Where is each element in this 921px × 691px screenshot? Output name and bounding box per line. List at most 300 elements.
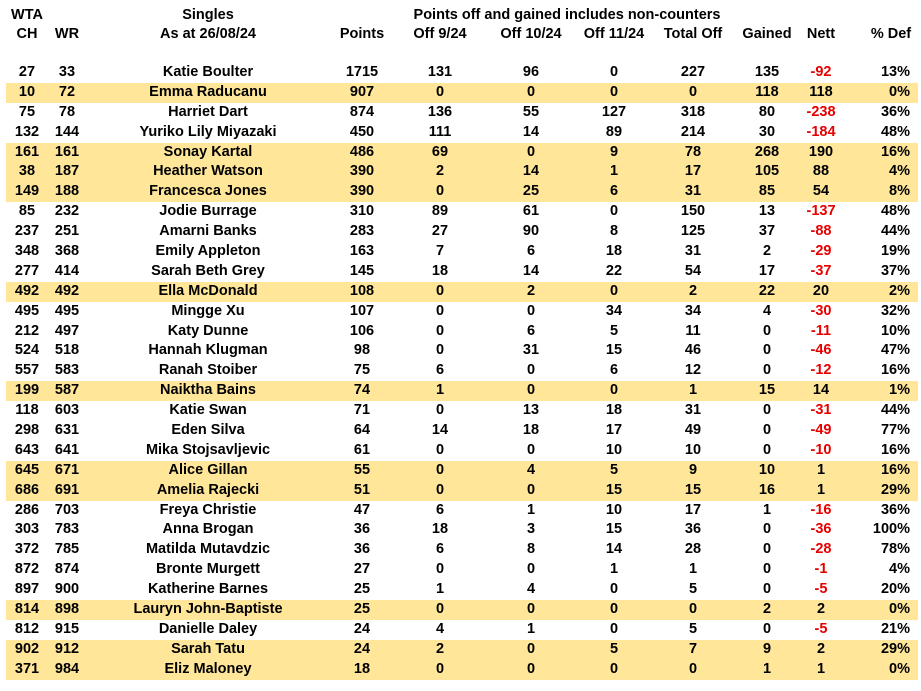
cell-off-9-24: 1: [435, 581, 445, 598]
cell-total-off: 12: [684, 362, 702, 379]
cell-ch: 872: [14, 561, 40, 578]
cell-off-10-24: 0: [526, 362, 536, 379]
cell-nett: -10: [810, 441, 832, 458]
cell-ch: 902: [14, 640, 40, 657]
cell-off-11-24: 6: [609, 183, 619, 200]
cell-pct-def: 16%: [880, 461, 910, 478]
cell-off-11-24: 8: [609, 223, 619, 240]
table-row: [6, 302, 918, 322]
cell-player: Katie Swan: [169, 402, 247, 419]
cell-off-9-24: 131: [427, 64, 453, 80]
cell-total-off: 31: [684, 243, 702, 260]
cell-wr: 72: [58, 83, 76, 100]
cell-wr: 161: [54, 143, 80, 160]
header-off-11-24: Off 11/24: [583, 26, 645, 42]
cell-off-11-24: 22: [605, 262, 623, 279]
cell-off-10-24: 4: [526, 581, 536, 598]
cell-points: 25: [353, 581, 371, 598]
cell-off-10-24: 0: [526, 302, 536, 319]
cell-player: Sarah Tatu: [171, 640, 245, 657]
table-row: [6, 620, 918, 640]
table-row: [6, 421, 918, 441]
header-wr: WR: [54, 26, 80, 42]
table-row: [6, 441, 918, 461]
cell-ch: 812: [14, 620, 40, 637]
cell-off-11-24: 0: [609, 64, 619, 80]
cell-off-9-24: 14: [431, 422, 449, 439]
table-row: [6, 520, 918, 540]
table-row: [6, 282, 918, 302]
cell-off-9-24: 27: [431, 223, 449, 240]
cell-off-10-24: 13: [522, 402, 540, 419]
cell-pct-def: 10%: [880, 322, 910, 339]
cell-points: 36: [353, 521, 371, 538]
cell-off-9-24: 2: [435, 163, 445, 180]
cell-points: 874: [349, 103, 375, 120]
cell-nett: -37: [810, 262, 832, 279]
cell-player: Eden Silva: [171, 422, 245, 439]
cell-ch: 686: [14, 481, 40, 498]
cell-off-11-24: 10: [605, 501, 623, 518]
cell-off-10-24: 31: [522, 342, 540, 359]
cell-wr: 631: [54, 422, 80, 439]
cell-ch: 85: [18, 203, 36, 220]
cell-pct-def: 0%: [889, 601, 910, 618]
cell-total-off: 11: [685, 322, 701, 339]
cell-off-10-24: 0: [526, 640, 536, 657]
cell-nett: -28: [810, 541, 832, 558]
cell-gained: 0: [762, 441, 772, 458]
cell-points: 486: [349, 143, 375, 160]
cell-ch: 199: [14, 382, 40, 399]
cell-points: 108: [349, 282, 375, 299]
cell-total-off: 36: [684, 521, 702, 538]
cell-off-9-24: 0: [435, 441, 445, 458]
cell-total-off: 28: [684, 541, 702, 558]
cell-player: Mika Stojsavljevic: [145, 441, 271, 458]
cell-nett: 88: [812, 163, 830, 180]
table-row: [6, 182, 918, 202]
cell-nett: -36: [810, 521, 832, 538]
cell-total-off: 5: [688, 581, 698, 598]
cell-nett: 54: [812, 183, 830, 200]
cell-off-10-24: 0: [526, 143, 536, 160]
cell-player: Yuriko Lily Miyazaki: [139, 123, 277, 140]
cell-ch: 495: [14, 302, 40, 319]
cell-player: Katherine Barnes: [147, 581, 269, 598]
cell-off-11-24: 17: [605, 422, 623, 439]
cell-total-off: 17: [684, 501, 702, 518]
cell-ch: 303: [14, 521, 40, 538]
cell-wr: 587: [54, 382, 80, 399]
cell-off-10-24: 0: [526, 561, 536, 578]
cell-points: 36: [353, 541, 371, 558]
cell-off-9-24: 0: [435, 660, 445, 677]
cell-nett: -16: [810, 501, 832, 518]
cell-off-10-24: 14: [522, 123, 540, 140]
cell-off-9-24: 136: [427, 103, 453, 120]
cell-gained: 16: [758, 481, 776, 498]
cell-wr: 518: [54, 342, 80, 359]
cell-points: 47: [353, 501, 371, 518]
cell-wr: 232: [54, 203, 80, 220]
cell-gained: 85: [758, 183, 776, 200]
cell-wr: 78: [58, 103, 76, 120]
cell-off-11-24: 1: [609, 163, 619, 180]
cell-points: 51: [353, 481, 371, 498]
cell-points: 61: [353, 441, 371, 458]
table-row: [6, 242, 918, 262]
cell-total-off: 46: [684, 342, 702, 359]
header-off-10-24: Off 10/24: [500, 26, 562, 42]
cell-points: 450: [349, 123, 375, 140]
table-row: [6, 560, 918, 580]
cell-wr: 187: [54, 163, 80, 180]
cell-ch: 277: [14, 262, 40, 279]
cell-player: Katy Dunne: [167, 322, 249, 339]
cell-off-10-24: 0: [526, 660, 536, 677]
cell-total-off: 10: [684, 441, 702, 458]
cell-off-10-24: 3: [526, 521, 536, 538]
cell-points: 75: [353, 362, 371, 379]
cell-pct-def: 36%: [880, 103, 910, 120]
cell-nett: 1: [816, 461, 826, 478]
table-row: [6, 262, 918, 282]
cell-player: Ranah Stoiber: [158, 362, 258, 379]
cell-player: Sarah Beth Grey: [151, 262, 265, 279]
cell-wr: 785: [54, 541, 80, 558]
cell-wr: 497: [54, 322, 80, 339]
cell-nett: -88: [810, 223, 832, 240]
cell-points: 27: [353, 561, 371, 578]
cell-wr: 33: [58, 64, 76, 80]
cell-off-9-24: 89: [431, 203, 449, 220]
cell-off-9-24: 0: [435, 561, 445, 578]
cell-ch: 298: [14, 422, 40, 439]
cell-off-10-24: 90: [522, 223, 540, 240]
cell-gained: 118: [755, 83, 779, 100]
cell-off-9-24: 0: [435, 302, 445, 319]
cell-total-off: 0: [688, 601, 698, 618]
cell-gained: 0: [762, 581, 772, 598]
cell-total-off: 0: [688, 83, 698, 100]
table-row: [6, 580, 918, 600]
cell-off-9-24: 6: [435, 501, 445, 518]
cell-ch: 524: [14, 342, 40, 359]
cell-player: Sonay Kartal: [163, 143, 253, 160]
cell-gained: 4: [762, 302, 772, 319]
cell-ch: 814: [14, 601, 40, 618]
header-gained: Gained: [742, 26, 792, 42]
cell-ch: 10: [18, 83, 36, 100]
cell-points: 163: [349, 243, 375, 260]
cell-pct-def: 29%: [880, 640, 910, 657]
table-row: [6, 143, 918, 163]
cell-total-off: 7: [688, 640, 698, 657]
cell-off-11-24: 6: [609, 362, 619, 379]
cell-pct-def: 37%: [880, 262, 910, 279]
cell-off-11-24: 14: [605, 541, 623, 558]
header-total-off: Total Off: [663, 26, 723, 42]
cell-wr: 691: [54, 481, 80, 498]
cell-off-9-24: 2: [435, 640, 445, 657]
cell-total-off: 0: [688, 660, 698, 677]
cell-total-off: 227: [680, 64, 706, 80]
cell-points: 310: [349, 203, 375, 220]
table-row: [6, 481, 918, 501]
cell-wr: 414: [54, 262, 80, 279]
cell-off-10-24: 61: [522, 203, 540, 220]
cell-total-off: 34: [684, 302, 702, 319]
cell-points: 24: [353, 620, 371, 637]
cell-off-10-24: 8: [526, 541, 536, 558]
table-row: [6, 640, 918, 660]
cell-player: Danielle Daley: [158, 620, 258, 637]
cell-pct-def: 78%: [880, 541, 910, 558]
cell-wr: 898: [54, 601, 80, 618]
table-row: [6, 202, 918, 222]
cell-total-off: 150: [680, 203, 706, 220]
cell-pct-def: 21%: [880, 620, 910, 637]
cell-points: 1715: [345, 64, 379, 80]
cell-points: 55: [353, 461, 371, 478]
header-singles: Singles: [182, 7, 234, 23]
cell-total-off: 1: [688, 561, 698, 578]
cell-points: 98: [353, 342, 371, 359]
cell-points: 25: [353, 601, 371, 618]
cell-gained: 0: [762, 402, 772, 419]
rankings-table: [6, 63, 918, 680]
table-row: [6, 600, 918, 620]
cell-ch: 557: [14, 362, 40, 379]
cell-ch: 643: [14, 441, 40, 458]
cell-wr: 641: [54, 441, 80, 458]
cell-total-off: 15: [684, 481, 702, 498]
cell-total-off: 9: [688, 461, 698, 478]
cell-off-9-24: 0: [435, 83, 445, 100]
cell-pct-def: 4%: [889, 561, 910, 578]
cell-off-9-24: 111: [428, 123, 452, 140]
cell-off-11-24: 18: [605, 402, 623, 419]
cell-ch: 372: [14, 541, 40, 558]
cell-total-off: 214: [680, 123, 706, 140]
cell-wr: 144: [54, 123, 80, 140]
cell-total-off: 78: [684, 143, 702, 160]
cell-pct-def: 16%: [880, 143, 910, 160]
cell-total-off: 49: [684, 422, 702, 439]
table-row: [6, 381, 918, 401]
cell-off-11-24: 15: [605, 481, 623, 498]
cell-total-off: 125: [680, 223, 706, 240]
cell-off-10-24: 55: [522, 103, 540, 120]
cell-player: Katie Boulter: [162, 64, 254, 80]
cell-ch: 371: [14, 660, 40, 677]
cell-nett: -92: [810, 64, 832, 80]
cell-total-off: 31: [684, 183, 702, 200]
header-off-9-24: Off 9/24: [413, 26, 467, 42]
header-note: Points off and gained includes non-counters: [413, 7, 721, 23]
cell-wr: 671: [54, 461, 80, 478]
cell-points: 390: [349, 163, 375, 180]
cell-off-11-24: 0: [609, 660, 619, 677]
cell-total-off: 318: [680, 103, 706, 120]
cell-player: Lauryn John-Baptiste: [133, 601, 283, 618]
cell-player: Jodie Burrage: [159, 203, 257, 220]
cell-wr: 603: [54, 402, 80, 419]
header-as-at: As at 26/08/24: [160, 26, 256, 42]
cell-player: Hannah Klugman: [148, 342, 268, 359]
cell-off-9-24: 0: [435, 481, 445, 498]
cell-wr: 368: [54, 243, 80, 260]
cell-pct-def: 13%: [880, 64, 910, 80]
cell-off-11-24: 0: [609, 382, 619, 399]
cell-nett: 20: [812, 282, 830, 299]
cell-off-10-24: 25: [522, 183, 540, 200]
cell-off-9-24: 0: [435, 402, 445, 419]
cell-ch: 132: [14, 123, 40, 140]
cell-nett: 190: [808, 143, 834, 160]
cell-nett: -137: [806, 203, 836, 220]
cell-off-10-24: 0: [526, 601, 536, 618]
cell-gained: 0: [762, 521, 772, 538]
cell-off-10-24: 18: [522, 422, 540, 439]
cell-player: Francesca Jones: [149, 183, 267, 200]
header-ch: CH: [16, 26, 38, 42]
cell-ch: 75: [18, 103, 36, 120]
cell-pct-def: 0%: [889, 83, 910, 100]
cell-wr: 912: [54, 640, 80, 657]
cell-nett: -238: [806, 103, 836, 120]
cell-nett: 2: [816, 601, 826, 618]
cell-pct-def: 20%: [880, 581, 910, 598]
cell-nett: -5: [814, 620, 828, 637]
cell-wr: 900: [54, 581, 80, 598]
table-row: [6, 501, 918, 521]
cell-gained: 1: [762, 501, 772, 518]
cell-ch: 286: [14, 501, 40, 518]
cell-points: 24: [353, 640, 371, 657]
cell-total-off: 54: [684, 262, 702, 279]
cell-off-11-24: 15: [605, 342, 623, 359]
table-row: [6, 341, 918, 361]
cell-nett: -184: [806, 123, 836, 140]
cell-off-10-24: 0: [526, 382, 536, 399]
cell-pct-def: 48%: [880, 123, 910, 140]
cell-off-11-24: 127: [601, 103, 627, 120]
cell-pct-def: 8%: [889, 183, 910, 200]
cell-wr: 251: [54, 223, 80, 240]
cell-ch: 27: [18, 64, 36, 80]
header-wta: WTA: [11, 7, 43, 23]
cell-off-9-24: 0: [435, 282, 445, 299]
cell-off-9-24: 0: [435, 183, 445, 200]
table-row: [6, 361, 918, 381]
cell-player: Heather Watson: [153, 163, 263, 180]
cell-off-9-24: 0: [435, 461, 445, 478]
cell-off-9-24: 1: [435, 382, 445, 399]
cell-off-11-24: 0: [609, 581, 619, 598]
cell-off-9-24: 18: [431, 521, 449, 538]
cell-gained: 10: [758, 461, 776, 478]
cell-nett: 1: [816, 481, 826, 498]
cell-nett: 2: [816, 640, 826, 657]
cell-pct-def: 32%: [880, 302, 910, 319]
cell-ch: 897: [14, 581, 40, 598]
cell-wr: 915: [54, 620, 80, 637]
header-points: Points: [339, 26, 385, 42]
table-row: [6, 63, 918, 83]
cell-off-11-24: 1: [609, 561, 619, 578]
cell-gained: 17: [758, 262, 776, 279]
cell-pct-def: 47%: [880, 342, 910, 359]
cell-gained: 22: [758, 282, 776, 299]
cell-ch: 645: [14, 461, 40, 478]
cell-wr: 188: [54, 183, 80, 200]
header-nett: Nett: [806, 26, 836, 42]
cell-off-11-24: 18: [605, 243, 623, 260]
cell-gained: 2: [762, 601, 772, 618]
cell-pct-def: 29%: [880, 481, 910, 498]
cell-points: 71: [353, 402, 371, 419]
table-row: [6, 660, 918, 680]
cell-nett: -30: [810, 302, 832, 319]
cell-gained: 80: [758, 103, 776, 120]
cell-player: Emma Raducanu: [149, 83, 267, 100]
cell-gained: 0: [762, 422, 772, 439]
cell-player: Matilda Mutavdzic: [145, 541, 271, 558]
cell-gained: 30: [758, 123, 776, 140]
cell-pct-def: 4%: [889, 163, 910, 180]
cell-points: 74: [353, 382, 371, 399]
cell-off-10-24: 0: [526, 441, 536, 458]
cell-points: 106: [349, 322, 375, 339]
cell-nett: -11: [810, 322, 832, 339]
cell-off-10-24: 14: [522, 262, 540, 279]
cell-off-10-24: 6: [526, 322, 536, 339]
cell-gained: 2: [762, 243, 772, 260]
cell-gained: 268: [754, 143, 780, 160]
cell-nett: 1: [816, 660, 826, 677]
cell-pct-def: 2%: [889, 282, 910, 299]
cell-gained: 0: [762, 322, 772, 339]
cell-ch: 161: [14, 143, 40, 160]
cell-nett: -1: [814, 561, 828, 578]
cell-gained: 0: [762, 620, 772, 637]
cell-off-11-24: 10: [605, 441, 623, 458]
cell-ch: 348: [14, 243, 40, 260]
cell-points: 283: [349, 223, 375, 240]
cell-gained: 0: [762, 541, 772, 558]
cell-gained: 13: [758, 203, 776, 220]
cell-off-11-24: 5: [609, 322, 619, 339]
cell-pct-def: 44%: [880, 402, 910, 419]
cell-wr: 495: [54, 302, 80, 319]
cell-points: 107: [349, 302, 375, 319]
cell-ch: 149: [14, 183, 40, 200]
cell-pct-def: 44%: [880, 223, 910, 240]
cell-points: 907: [349, 83, 375, 100]
cell-off-11-24: 0: [609, 83, 619, 100]
cell-points: 390: [349, 183, 375, 200]
cell-off-10-24: 0: [526, 481, 536, 498]
cell-total-off: 31: [684, 402, 702, 419]
cell-player: Anna Brogan: [162, 521, 254, 538]
cell-off-11-24: 15: [605, 521, 623, 538]
cell-wr: 703: [54, 501, 80, 518]
table-row: [6, 322, 918, 342]
cell-total-off: 1: [688, 382, 698, 399]
cell-nett: -12: [810, 362, 832, 379]
